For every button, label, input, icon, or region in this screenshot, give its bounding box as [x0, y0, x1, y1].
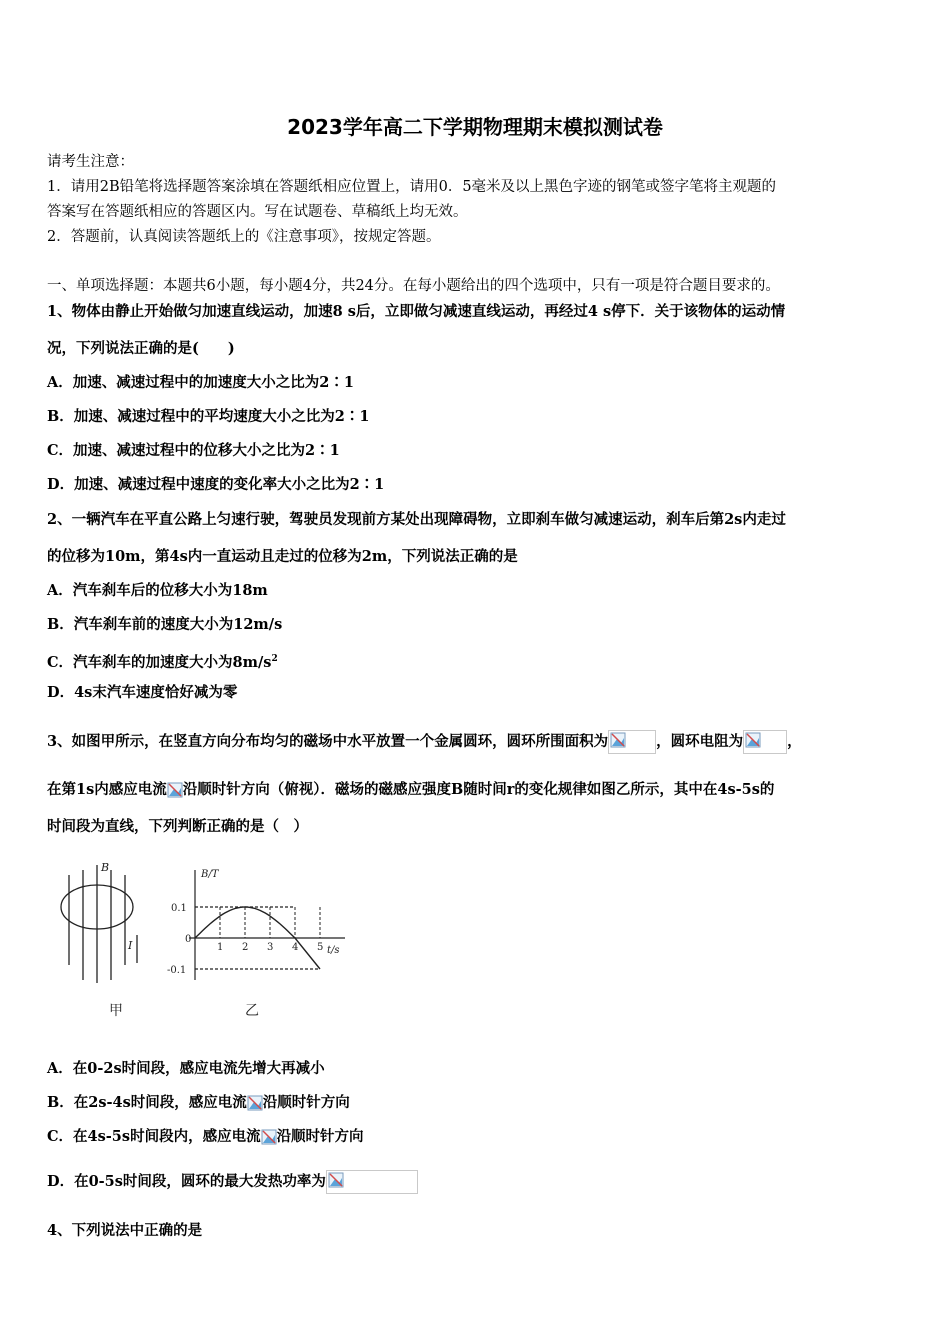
- q2-option-a: A．汽车刹车后的位移大小为18m: [47, 582, 268, 599]
- tick-y-0-1: 0.1: [171, 903, 187, 914]
- q3-option-b: [47, 1093, 907, 1113]
- q1-option-a: A．加速、减速过程中的加速度大小之比为2∶1: [47, 374, 354, 391]
- x-tick-label: 4: [292, 942, 299, 953]
- q3-stem-line3: 时间段为直线，下列判断正确的是（ ）: [47, 818, 308, 835]
- notice-item-1a: 1．请用2B铅笔将选择题答案涂填在答题纸相应位置上，请用0．5毫米及以上黑色字迹的钢笔或签字笔将主观题的: [47, 179, 777, 195]
- fig-label-right: 乙: [245, 1003, 259, 1019]
- notice-item-2: 2．答题前，认真阅读答题纸上的《注意事项》，按规定答题。: [47, 229, 441, 245]
- broken-image-icon: [261, 1129, 277, 1145]
- ring-diagram: [61, 865, 137, 983]
- q2-stem-line2: 的位移为10m，第4s内一直运动且走过的位移为2m，下列说法正确的是: [47, 548, 518, 565]
- b-t-graph: [189, 870, 345, 980]
- broken-image-power: [326, 1170, 418, 1194]
- q3-stem-text-5: 沿顺时针方向（俯视）．磁场的磁感应强度B随时间r的变化规律如图乙所示，其中在4s-5s的: [182, 781, 775, 798]
- x-tick-label: 1: [217, 942, 224, 953]
- q3-option-c-text-2: 沿顺时针方向: [276, 1128, 364, 1145]
- broken-image-icon: [167, 782, 183, 798]
- broken-image-resistance: [743, 730, 787, 754]
- broken-image-area: [608, 730, 656, 754]
- q1-option-d: D．加速、减速过程中速度的变化率大小之比为2∶1: [47, 476, 385, 493]
- x-tick-label: 3: [267, 942, 274, 953]
- x-ticks: [217, 907, 323, 953]
- q1-option-c: C．加速、减速过程中的位移大小之比为2∶1: [47, 442, 340, 459]
- fig-label-left: 甲: [109, 1003, 123, 1019]
- q3-figure: [55, 855, 355, 1025]
- page-title: 2023学年高二下学期物理期末模拟测试卷: [287, 115, 663, 139]
- axis-label-y: B/T: [201, 869, 219, 880]
- q3-stem-line1: [47, 730, 907, 754]
- q2-option-c: [47, 649, 907, 673]
- q2-option-d: D．4s末汽车速度恰好减为零: [47, 684, 238, 701]
- q2-option-c-text: C．汽车刹车的加速度大小为8m/s: [47, 653, 272, 671]
- q3-stem-text-3: ，: [787, 733, 802, 750]
- axis-label-x: t/s: [327, 945, 340, 956]
- q1-stem-line1: 1、物体由静止开始做匀加速直线运动，加速8 s后，立即做匀减速直线运动，再经过4 s停下．关于该物体的运动情: [47, 303, 786, 320]
- q3-option-b-text-2: 沿顺时针方向: [262, 1094, 350, 1111]
- broken-image-icon: [745, 732, 761, 748]
- q3-option-b-text-1: B．在2s-4s时间段，感应电流: [47, 1094, 247, 1111]
- tick-y-neg-0-1: -0.1: [167, 965, 187, 976]
- x-tick-label: 5: [317, 942, 324, 953]
- q3-option-d-text: D．在0-5s时间段，圆环的最大发热功率为: [47, 1173, 326, 1190]
- q3-option-c-text-1: C．在4s-5s时间段内，感应电流: [47, 1128, 261, 1145]
- q1-option-b: B．加速、减速过程中的平均速度大小之比为2∶1: [47, 408, 370, 425]
- q3-stem-text-1: 3、如图甲所示，在竖直方向分布均匀的磁场中水平放置一个金属圆环，圆环所围面积为: [47, 733, 609, 750]
- q2-stem-line1: 2、一辆汽车在平直公路上匀速行驶，驾驶员发现前方某处出现障碍物，立即刹车做匀减速运动，刹车后第2s内走过: [47, 511, 786, 528]
- q2-option-c-sup: 2: [271, 654, 278, 664]
- broken-image-icon: [610, 732, 626, 748]
- q4-stem: 4、下列说法中正确的是: [47, 1222, 203, 1239]
- q3-option-a: A．在0-2s时间段，感应电流先增大再减小: [47, 1060, 325, 1077]
- label-i: I: [128, 939, 133, 952]
- q2-option-b: B．汽车刹车前的速度大小为12m/s: [47, 616, 283, 633]
- notice-item-1b: 答案写在答题纸相应的答题区内。写在试题卷、草稿纸上均无效。: [47, 204, 468, 220]
- tick-y-0: 0: [185, 934, 192, 945]
- q3-stem-line2: [47, 780, 907, 800]
- label-b: B: [101, 861, 110, 874]
- q3-stem-text-4: 在第1s内感应电流: [47, 781, 167, 798]
- q3-option-d: [47, 1170, 907, 1194]
- broken-image-icon: [328, 1172, 344, 1188]
- notice-heading: 请考生注意：: [47, 154, 134, 170]
- broken-image-icon: [247, 1095, 263, 1111]
- q3-stem-text-2: ，圆环电阻为: [656, 733, 744, 750]
- x-tick-label: 2: [242, 942, 249, 953]
- q1-stem-line2: 况，下列说法正确的是( ): [47, 340, 235, 357]
- q3-option-c: [47, 1127, 907, 1147]
- section-heading: 一、单项选择题：本题共6小题，每小题4分，共24分。在每小题给出的四个选项中，只有一项是符合题目要求的。: [47, 278, 780, 294]
